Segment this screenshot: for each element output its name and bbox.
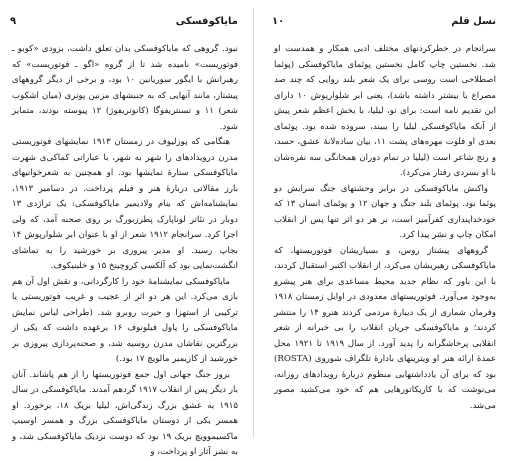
left-page xyxy=(0,0,248,457)
paragraph: مایاکوفسکی نمایشنامهٔ خود را کارگردانی، و نقش اول آن هم بازی می‌کرد. این هر دو اثر از عجیب و غریب فوتوریستی یا ترکیبی از استهزا و حیرت روبرو شد. (طراحی لباس نمایش مایاکوفسکی را پاول فیلونوف ۱۶ برعهده داشت که یکی از بزرگترین نقاشان مدرن روسیه شد، و صحنه‌پردازی پیروزی بر خورشید از کازیمیر مالویچ ۱۷ بود.) xyxy=(12,276,238,364)
page-number: ۹ xyxy=(10,16,17,27)
running-title: نسل قلم xyxy=(451,16,496,27)
paragraph: سرانجام در خطرکردنهای مختلف ادبی همکار و همدست او شد. نخستین چاپ کامل نخستین پوئمای مایاکوفسکی (پوئما اصطلاحی است روسی برای یک شعر بلند روایی که چند صد مصراع یا بیشتر داشته باشد)، یعنی ابر شلوارپوش ۱۰ دارای این تقدیم نامه است: برای تو، لیلیا، با بخش اعظم شعر پیش از آنکه مایاکوفسکی لیلیا را ببیند، سروده شده بود. پوئمای بعدی او فلوت مهره‌های پشت ۱۱، بیان ساده‌لانهٔ عشق، حسد، و رنج شاعر است (لیلیا در تمام دوران همخانگی سه نفره‌شان با او بسردی رفتار می‌کرد). xyxy=(274,44,497,178)
left-page-body xyxy=(12,42,238,461)
running-title: مایاکوفسکی xyxy=(175,16,238,27)
paragraph: واکنش مایاکوفسکی در برابر وحشتهای جنگ سرایش دو پوئما بود. پوئمای بلند جنگ و جهان ۱۲ و پوئمای انسان ۱۳ که خودخداپنداری کفرآمیز است، بر هر دو اثر تنها پس از انقلاب امکان چاپ و نشر پیدا کرد. xyxy=(274,183,496,240)
paragraph: هنگامی که پوزلیوف در زمستان ۱۹۱۳ نمایشهای فوتوریستی مدرن درویدادهای را شهر به شهر، با عباراتی کماکی‌ی شهرت مایاکوفسکی ستارهٔ نمایشها بود. او همچنین به شعرخوانیهای بارز مقالاتی دربارهٔ هنر و فیلم پرداخت. در دسامبر ۱۹۱۳، نمایشنامه‌اش که بنام ولادیمیر مایاکوفسکی: یک تراژدی ۱۳ دوبار در تئاتر لوناپارک پطرزبورگ بر روی صحنه آمد، که ولی اجرا کرد. سرانجام ۱۹۱۲ شعر از او با عنوان ابر شلوارپوش ۱۴ بجاپ رسید. او مدیر پیروزی بر خورشید را به تماشای انگشت‌نمایی بود که آلکسی کروچینخ ۱۵ و خلبنیکوف. xyxy=(12,137,238,271)
right-page-body xyxy=(274,42,496,414)
page-number: ۱۰ xyxy=(272,16,285,27)
right-page-header xyxy=(272,16,496,32)
right-page xyxy=(262,0,506,443)
paragraph: گروههای پیشتاز روس، و بسیاریشان فوتوریستها، که مایاکوفسکی رهبریشان می‌کرد، از انقلاب اکتبر استقبال کردند، با این باور که نظام جدید محیط مساعدی برای هنر پیشرو به‌وجود می‌آورد. فوتوریستهای معدودی در اوایل زمستان ۱۹۱۸ وفرمان شماری از یک دیبارهٔ مردمی کردند هنرو ۱۴ را منتشر کردند؛ و مایاکوفسکی جریان انقلاب را بی خبرانه از شعر انقلابی پرخاشگرانه را پدید آورد. از سال ۱۹۱۹ تا ۱۹۲۱ محل عمدهٔ ارائه هنر او ویترینهای بادارهٔ تلگراف شوروی (ROSTA) بود که برای آن یادداشتهایی منظوم دربارهٔ رویدادهای روزانه، می‌نوشت که با کاریکاتورهایی هم که خود می‌کشید مصور می‌شد. xyxy=(274,245,496,411)
page-gutter xyxy=(253,8,254,438)
paragraph: نبود. گروهی که مایاکوفسکی بدان تعلق داشت، بزودی «کوبو ـ فوتوریست» نامیده شد تا از گروه «اگو ـ فوتوریست» که رهبرانش با ایگور سوریانین ۱۰ بود، و برخی از دیگر گروههای پیشتاز، مانند آنهایی که به جنبشهای مزنین پوتری (میان اشکوب شعر) ۱۱ و تسنتریفوگا (کانوتریفوژ) ۱۲ پیوسته بودند، متمایز شود. xyxy=(12,44,238,132)
paragraph: بروز جنگ جهانی اول جمع فوتوریستها را از هم پاشاند. آنان بار دیگر پس از انقلاب ۱۹۱۷ گردهم آمدند. مایاکوفسکی در سال ۱۹۱۵ به عشق بزرگ زندگی‌اش، لیلیا بریک ۱۸، برخورد. او همسر یکی از دوستان مایاکوفسکی بزرگ و همسر اوسیپ ماکسیموویچ بریک ۱۹ بود که دوست نزدیک مایاکوفسکی شد، و به نشر آثار او پرداخت، و xyxy=(12,369,238,457)
left-page-header xyxy=(10,16,238,32)
